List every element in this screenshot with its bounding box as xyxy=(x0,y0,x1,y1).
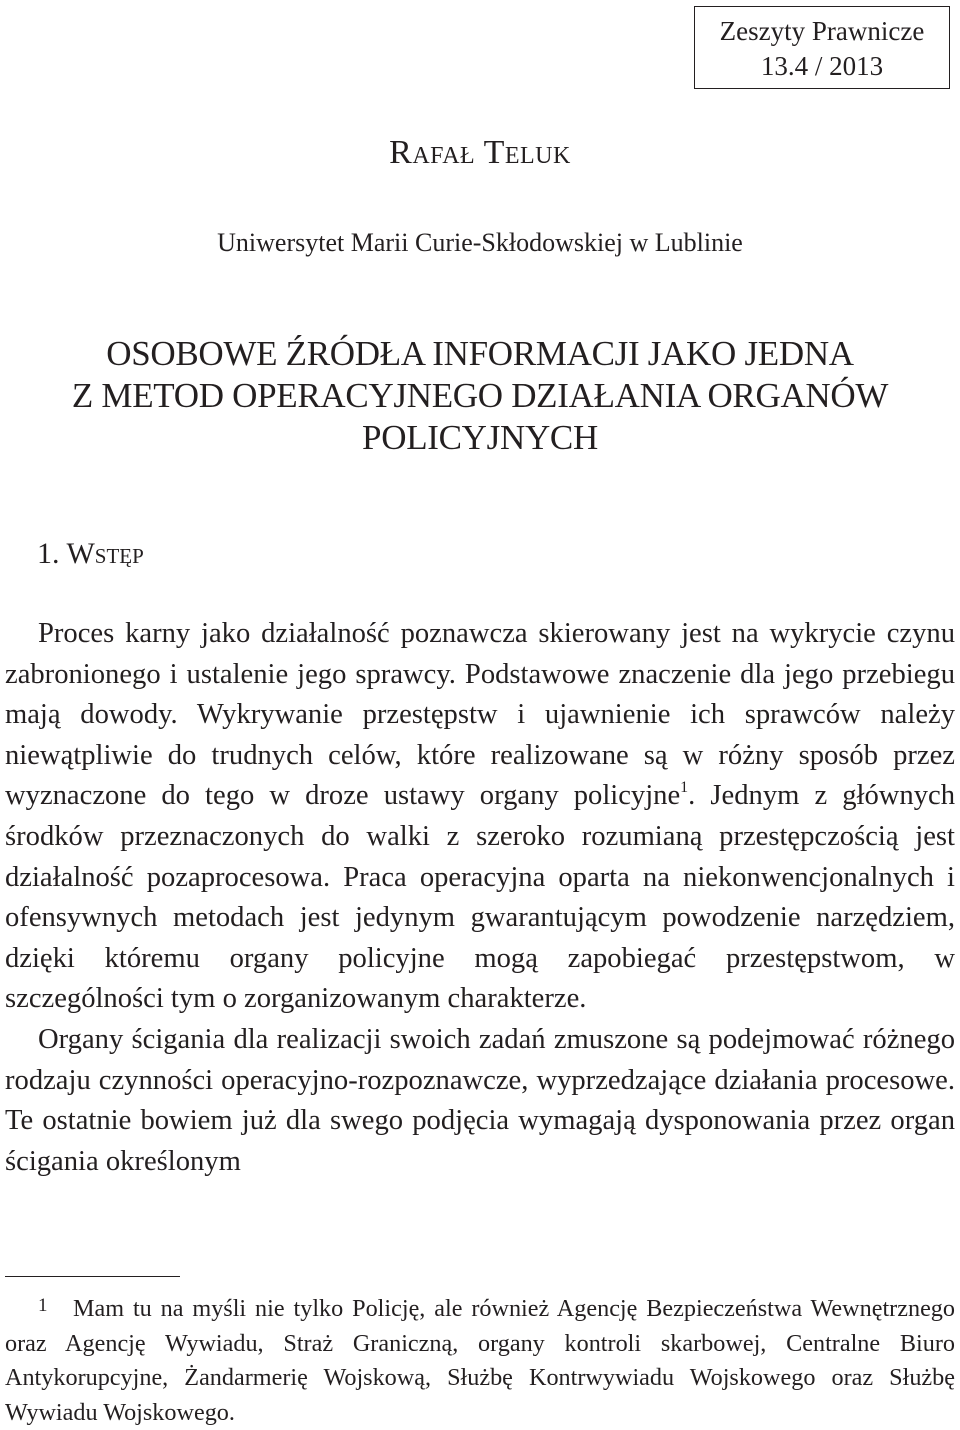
paragraph-1-part-1: Proces karny jako działalność poznawcza skierowany jest na wykrycie czynu zabronionego i ustalenie jego sprawcy. Podstawowe znaczenie dla jego przebiegu mają dowody. Wykrywanie przestępstw i ujawnienie ich sprawców należy niewątpliwie do trudnych celów, które realizowane są w różny sposób przez wyznaczone do tego w droze ustawy organy policyjne xyxy=(5,618,955,812)
section-heading: 1. Wstęp xyxy=(37,537,144,570)
journal-name: Zeszyty Prawnicze xyxy=(719,16,925,46)
title-line-1: OSOBOWE ŹRÓDŁA INFORMACJI JAKO JEDNA xyxy=(106,334,854,373)
journal-issue: 13.4 / 2013 xyxy=(760,51,884,81)
paragraph-1 xyxy=(5,614,955,1020)
title-line-3: POLICYJNYCH xyxy=(362,418,598,457)
paragraph-2: Organy ścigania dla realizacji swoich zadań zmuszone są podejmować różnego rodzaju czynności operacyjno-rozpoznawcze, wyprzedzające działania procesowe. Te ostatnie bowiem już dla swego podjęcia wymagają dysponowania przez organ ścigania określonym xyxy=(5,1023,955,1177)
footnote xyxy=(5,1289,955,1430)
footnote-text: Mam tu na myśli nie tylko Policję, ale również Agencję Bezpieczeństwa Wewnętrznego oraz Agencję Wywiadu, Straż Graniczną, organy kontroli skarbowej, Centralne Biuro Antykorupcyjne, Żandarmerię Wojskową, Służbę Kontrwywiadu Wojskowego oraz Służbę Wywiadu Wojskowego. xyxy=(5,1295,955,1426)
paragraph-1-part-2: . Jednym z głównych środków przeznaczonych do walki z szeroko rozumianą przestępczością jest działalność pozaprocesowa. Praca operacyjna oparta na niekonwencjonalnych i ofensywnych metodach jest jedynym gwarantującym powodzenie narzędziem, dzięki któremu organy policyjne mogą zapobiegać przestępstwom, w szczególności tym o zorganizowanym charakterze. xyxy=(5,780,955,1015)
journal-info-box xyxy=(694,6,950,89)
author-affiliation: Uniwersytet Marii Curie-Skłodowskiej w Lublinie xyxy=(217,228,743,257)
title-line-2: Z METOD OPERACYJNEGO DZIAŁANIA ORGANÓW xyxy=(71,376,889,415)
article-title xyxy=(20,333,940,459)
body-text xyxy=(5,614,955,1182)
footnote-number: 1 xyxy=(38,1295,48,1316)
footnote-reference: 1 xyxy=(680,779,689,797)
footnote-separator xyxy=(5,1276,180,1277)
author-name: Rafał Teluk xyxy=(389,134,571,171)
